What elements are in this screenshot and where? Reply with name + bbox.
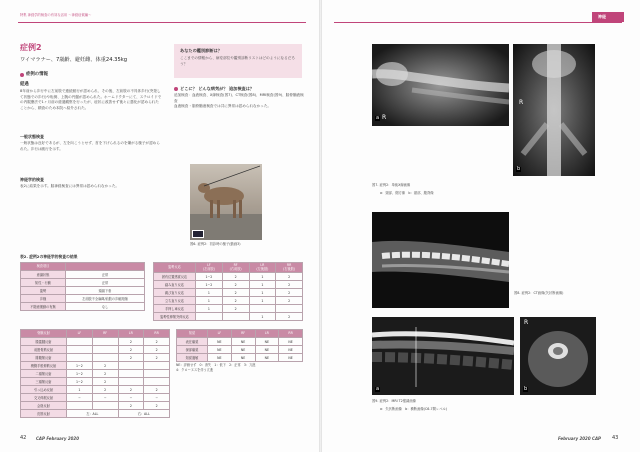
right-footer-brand: February 2020 CAP [558, 436, 601, 441]
fig6-caption: 図6. 症例2：初診時の様子(動画3) [190, 242, 241, 246]
table-cell: NE [279, 338, 303, 346]
table-cell: 正常 [66, 279, 145, 287]
page-gutter [319, 0, 322, 452]
table-cell: 引っ込め反射 [21, 386, 67, 394]
ct-sagittal-image [372, 212, 509, 308]
table-cell [67, 346, 93, 354]
exam-heading: 一般状態検査 [20, 134, 44, 139]
table-cell: NE [208, 338, 232, 346]
table-cell: 2 [276, 297, 303, 305]
table-cell: 跳び直り反応 [154, 289, 196, 297]
table-cell: NE [279, 346, 303, 354]
table-cell: NE [231, 346, 255, 354]
table-cell: 1~2 [67, 370, 93, 378]
fig7-subcaption: a：頸部、側方像 b：頸部、腹背像 [380, 191, 434, 195]
table-cell: 2 [118, 402, 144, 410]
table-header: RR [279, 330, 303, 338]
left-footer-brand: CAP February 2020 [36, 436, 79, 441]
table-header: RF (右前肢) [222, 263, 249, 273]
table-cell: 2 [118, 386, 144, 394]
table-cell: 踏み直り反応 [154, 281, 196, 289]
mri-sagittal-image [372, 317, 514, 395]
table-footnote: NE：評価せず 0：消失 1：低下 2：正常 3：亢進 4：クローヌスを伴う亢進 [176, 363, 256, 372]
xray-ventrodorsal-image [513, 44, 595, 176]
left-page-number: 42 [20, 435, 27, 441]
table-cell [276, 305, 303, 313]
table-cell [92, 338, 118, 346]
table-cell: 知覚過敏 [177, 354, 208, 362]
spinal-reflex-table [20, 329, 170, 418]
table-cell [92, 402, 118, 410]
table-cell: 深部痛覚 [177, 346, 208, 354]
table-cell: 会陰反射 [21, 402, 67, 410]
history-subheading: 経過 [20, 82, 29, 87]
table-cell: − [118, 394, 144, 402]
table-header: 脊髄反射 [21, 330, 67, 338]
table-cell: 不随意運動の有無 [21, 303, 66, 311]
question-text: ここまでの情報から、病変部位や鑑別診断リストはどのようになるだろう？ [180, 56, 295, 66]
table-cell: 1 [249, 281, 276, 289]
table-cell: 三頭筋反射 [21, 378, 67, 386]
video-badge-icon [192, 230, 204, 238]
table-header: LR [118, 330, 144, 338]
table-cell: 左：ALL [67, 410, 119, 418]
section-tab [592, 12, 624, 22]
table-cell [118, 370, 144, 378]
table-cell: NE [231, 354, 255, 362]
table-cell: 2 [276, 289, 303, 297]
table-cell: NE [255, 346, 279, 354]
table-cell: 橈側手根伸筋反射 [21, 362, 67, 370]
table-cell: 2 [92, 362, 118, 370]
table-cell: 1~2 [67, 378, 93, 386]
table-cell: 2 [144, 354, 170, 362]
table-cell: 2 [118, 346, 144, 354]
table-caption: 表2. 症例2の神経学的検査の結果 [20, 254, 78, 259]
table-cell: NE [208, 354, 232, 362]
table-cell: − [92, 394, 118, 402]
table-cell: 意識状態 [21, 271, 66, 279]
ct-sagittal-graphic [372, 212, 509, 308]
table-cell [196, 313, 223, 321]
table-cell: 2 [222, 297, 249, 305]
bullet-icon [174, 87, 178, 91]
history-text: 8年前から歩行中に左前肢で連続跛行が認められ、その後、左前肢の不具体歩行(突発して状態での歩行)や転倒、上腕の円盤が認められた。ホームドクターにて、ステロイドでの内服療法で1ヶ月前の経過観察を行ったが、症状に改善せず後々に悪化が認められたことから、精査のため本院へ紹介された。 [20, 89, 162, 110]
table-cell: NE [231, 338, 255, 346]
table-cell: 2 [276, 281, 303, 289]
table-cell: 2 [92, 378, 118, 386]
table-cell: 2 [144, 402, 170, 410]
history-heading: 症例の情報 [26, 72, 48, 77]
table-cell: 1~2 [67, 362, 93, 370]
fig9-caption: 図9. 症例2：MRI T2強調画像 [372, 399, 416, 403]
table-cell: 2 [118, 354, 144, 362]
table-cell: 前脛骨筋反射 [21, 346, 67, 354]
table-header: 姿勢反応 [154, 263, 196, 273]
table-cell: 2 [222, 273, 249, 281]
table-cell: 2 [276, 313, 303, 321]
table-cell [118, 378, 144, 386]
table-cell: 1 [249, 313, 276, 321]
dog-illustration [190, 164, 262, 240]
label-b: b [524, 386, 528, 392]
table-cell: 2 [92, 386, 118, 394]
table-cell: 1 [249, 289, 276, 297]
case-title: 症例2 [20, 43, 42, 52]
table-cell: 皮筋反射 [21, 410, 67, 418]
table-cell: 1 [249, 273, 276, 281]
orientation-marker-r: R [524, 319, 529, 326]
table-cell: 1~2 [196, 281, 223, 289]
table-cell: 2 [144, 386, 170, 394]
dog-photo [190, 164, 262, 240]
table-cell [249, 305, 276, 313]
table-cell [92, 354, 118, 362]
neuro-heading: 神経学的検査 [20, 177, 44, 182]
table-cell: 2 [222, 281, 249, 289]
table-cell: 二頭筋反射 [21, 370, 67, 378]
table-cell: 固有位置感覚反応 [154, 273, 196, 281]
orientation-marker-r: R [519, 99, 524, 106]
table-header: LF (左前肢) [196, 263, 223, 273]
table-cell: 正常 [66, 271, 145, 279]
general-exam-table [20, 262, 145, 311]
table-cell: 姿勢 [21, 287, 66, 295]
table-header: LF [208, 330, 232, 338]
bullet-icon [20, 73, 24, 77]
mri-transverse-graphic [520, 317, 596, 395]
xray-lateral-image [372, 44, 509, 126]
label-b: b [517, 166, 521, 172]
table-cell: 表在痛覚 [177, 338, 208, 346]
table-cell: 1 [196, 289, 223, 297]
section-tab-label: 神経 [598, 14, 606, 19]
neuro-text: 表2に結果を示す。脳神経検査には異常は認められなかった。 [20, 184, 120, 188]
table-cell: − [144, 394, 170, 402]
table-cell: 交叉伸展反射 [21, 394, 67, 402]
table-cell: 1 [249, 297, 276, 305]
case-subtitle: ワイマラナー、7歳齢、避妊雌、体重24.35kg [20, 57, 128, 63]
exam-text: 一般状態は良好であるが、左を向こうとせず、首を下げられるのを嫌がる様子が認められた。歩行は跛行を示す。 [20, 141, 160, 151]
table-cell: 2 [144, 346, 170, 354]
table-cell: 2 [276, 273, 303, 281]
table-cell: 2 [118, 338, 144, 346]
table-cell [118, 362, 144, 370]
mri-sagittal-graphic [372, 317, 514, 395]
table-cell: 2 [222, 289, 249, 297]
postural-reaction-table [153, 262, 303, 321]
table-header: RF [92, 330, 118, 338]
table-header: LR [255, 330, 279, 338]
table-cell [144, 378, 170, 386]
table-cell [144, 362, 170, 370]
question-title: あなたの鑑別診断は？ [180, 48, 222, 53]
table-cell: 1 [196, 297, 223, 305]
xray-vd-graphic [513, 44, 595, 176]
table-cell: 1~2 [196, 273, 223, 281]
table-cell: 知性・行動 [21, 279, 66, 287]
label-a: a [376, 115, 380, 121]
table-header: LF [67, 330, 93, 338]
table-cell: 2 [92, 370, 118, 378]
question2-text: 追加検査：血液検査、X線検査(図7)、CT検査(図8)、MRI検査(図9)、脳脊髄液検査 血液検査・脳脊髄液検査では共に異常は認められなかった。 [174, 93, 304, 109]
question-box [174, 44, 302, 78]
sensory-table [176, 329, 303, 362]
right-page-number: 43 [612, 435, 619, 441]
table-cell [222, 313, 249, 321]
label-a: a [376, 386, 380, 392]
table-cell: なし [66, 303, 145, 311]
table-cell: 歩様 [21, 295, 66, 303]
table-cell [67, 354, 93, 362]
table-cell: 姿勢性伸筋突伸反応 [154, 313, 196, 321]
table-cell: 2 [222, 305, 249, 313]
xray-lateral-graphic [372, 44, 509, 126]
table-cell [92, 346, 118, 354]
fig8-caption: 図8. 症例2：CT画像(矢状断画像) [514, 291, 564, 295]
table-cell: 腓腹筋反射 [21, 354, 67, 362]
table-cell: NE [255, 338, 279, 346]
table-cell: 頭頚下垂 [66, 287, 145, 295]
fig7-caption: 図7. 症例2：単純X線画像 [372, 183, 411, 187]
table-cell: 手押し車反応 [154, 305, 196, 313]
table-cell: 膝蓋腱反射 [21, 338, 67, 346]
left-running-header: 特集 神経学的検査の有効な活用 〜神経症候編〜 [20, 13, 92, 17]
table-header: RR (右後肢) [276, 263, 303, 273]
question2-title: どこに？ どんな病気が？ 追加検査は？ [180, 86, 255, 91]
table-cell [67, 338, 93, 346]
table-cell: 左前肢不全麻痺/前肢の歩幅短縮 [66, 295, 145, 303]
table-cell: 2 [144, 338, 170, 346]
table-cell: NE [208, 346, 232, 354]
table-header: LR (左後肢) [249, 263, 276, 273]
table-header: RR [144, 330, 170, 338]
table-cell: 右：ALL [118, 410, 170, 418]
table-cell: 1 [67, 386, 93, 394]
right-header-rule [334, 22, 622, 23]
fig9-subcaption: a：矢状断画像 b：横断画像(C6-7間レベル) [380, 407, 448, 411]
table-cell [67, 402, 93, 410]
orientation-marker-r: R [382, 114, 387, 121]
table-header: 検査項目 [21, 263, 66, 271]
table-header: 知覚 [177, 330, 208, 338]
mri-transverse-image [520, 317, 596, 395]
table-header: RF [231, 330, 255, 338]
left-header-rule [18, 22, 306, 23]
table-cell: 1 [196, 305, 223, 313]
table-cell [144, 370, 170, 378]
table-header [66, 263, 145, 271]
table-cell: − [67, 394, 93, 402]
table-cell: NE [279, 354, 303, 362]
table-cell: NE [255, 354, 279, 362]
table-cell: 立ち直り反応 [154, 297, 196, 305]
